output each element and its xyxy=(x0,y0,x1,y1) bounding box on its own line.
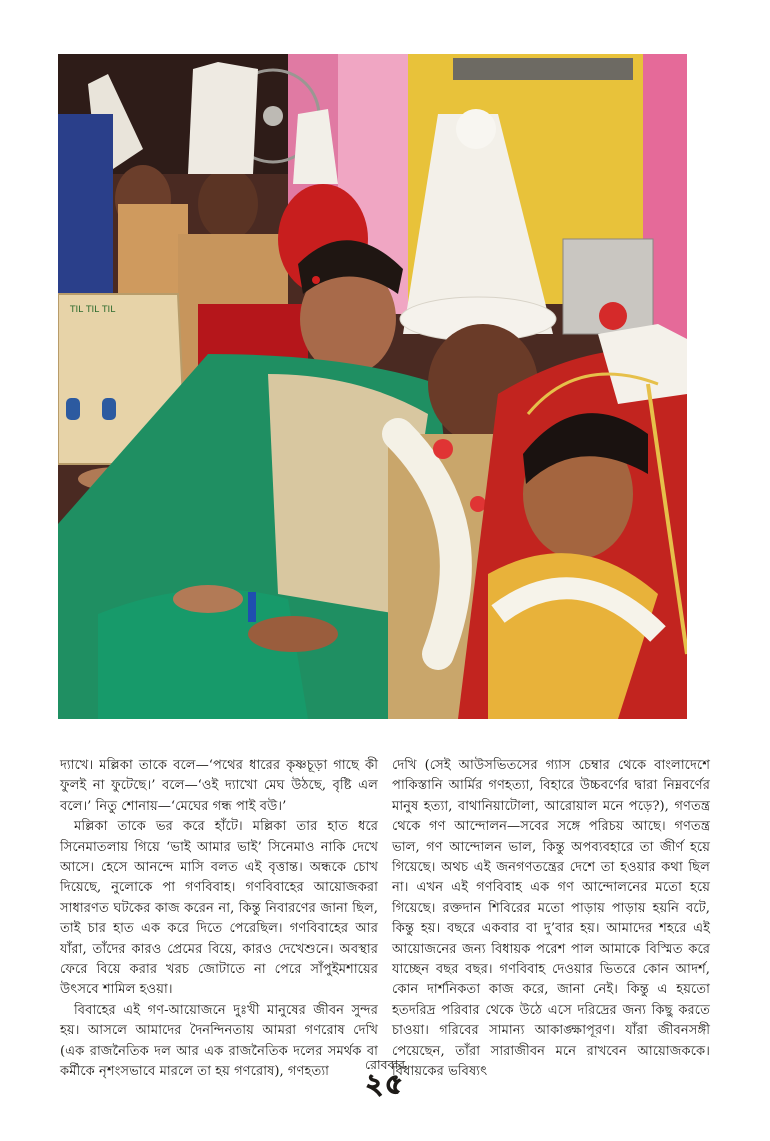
wedding-photo xyxy=(58,54,687,719)
page-number: ২৫ xyxy=(365,1069,405,1100)
magazine-name: রোববার xyxy=(365,1057,405,1072)
paragraph: মল্লিকা তাকে ভর করে হাঁটে। মল্লিকা তার হাত ধরে সিনেমাতলায় গিয়ে ‘ভাই আমার ভাই’ সিনেমাও নাকি দেখে আসে। হেসে আনন্দে মাসি বলত এই বৃত্তান্ত। অন্ধকে চোখ দিয়েছে, নুলোকে পা গণবিবাহ। গণবিবাহের আয়োজকরা সাধারণত ঘটকের কাজ করেন না, কিন্তু নিবারণের জানা ছিল, তাই চার হাত এক করে দিতে পেরেছিল। গণবিবাহের আর যাঁরা, তাঁদের কারও প্রেমের বিয়ে, কারও দেখেশুনে। অবস্থার ফেরে বিয়ে করার খরচ জোটাতে না পেরে সাঁপুইমশায়ের উৎসবে শামিল হওয়া। xyxy=(60,819,378,998)
box-label: TIL TIL TIL xyxy=(70,305,116,315)
article-column-right xyxy=(392,756,710,1083)
paragraph: দ্যাখে। মল্লিকা তাকে বলে—‘পথের ধারের কৃষ্ণচূড়া গাছে কী ফুলই না ফুটেছে।’ বলে—‘ওই দ্যাখো মেঘ উঠছে, বৃষ্টি এল বলে।’ নিতু শোনায়—‘মেঘের গন্ধ পাই বউ।’ xyxy=(60,758,378,814)
paragraph: দেখি (সেই আউসভিতসের গ্যাস চেম্বার থেকে বাংলাদেশে পাকিস্তানি আর্মির গণহত্যা, বিহারে উচ্চবর্ণের দ্বারা নিম্নবর্ণের মানুষ হত্যা, বাথানিয়াটোলা, আরোয়াল মনে পড়ে?), গণতন্ত্র থেকে গণ আন্দোলন—সবের সঙ্গে পরিচয় আছে। গণতন্ত্র ভাল, গণ আন্দোলন ভাল, কিন্তু অপব্যবহারে তা জীর্ণ হয়ে গিয়েছে। অথচ এই জনগণতন্ত্রের দেশে তা হওয়ার কথা ছিল না। এখন এই গণবিবাহ এক গণ আন্দোলনের মতো হয়ে গিয়েছে। রক্তদান শিবিরের মতো পাড়ায় পাড়ায় হয়নি বটে, কিন্তু হয়। বছরে একবার বা দু’বার হয়। আমাদের শহরে এই আয়োজনের জন্য বিধায়ক পরেশ পাল আমাকে বিস্মিত করে যাচ্ছেন বছর বছর। গণবিবাহ দেওয়ার ভিতরে কোন আদর্শ, কোন দার্শনিকতা কাজ করে, জানা নেই। কিন্তু এ হয়তো হতদরিদ্র পরিবার থেকে উঠে এসে দরিদ্রের জন্য কিছু করতে চাওয়া। গরিবের সামান্য আকাঙ্ক্ষাপূরণ। যাঁরা জীবনসঙ্গী পেয়েছেন, তাঁরা সারাজীবন মনে রাখবেন আয়োজককে। বিধায়কের ভবিষ্যৎ xyxy=(392,758,710,1080)
article-column-left xyxy=(60,756,378,1083)
paragraph: বিবাহের এই গণ-আয়োজনে দুঃখী মানুষের জীবন সুন্দর হয়। আসলে আমাদের দৈনন্দিনতায় আমরা গণরোষ দেখি (এক রাজনৈতিক দল আর এক রাজনৈতিক দলের সমর্থক বা কর্মীকে নৃশংসভাবে মারলে তা হয় গণরোষ), গণহত্যা xyxy=(60,1002,378,1080)
